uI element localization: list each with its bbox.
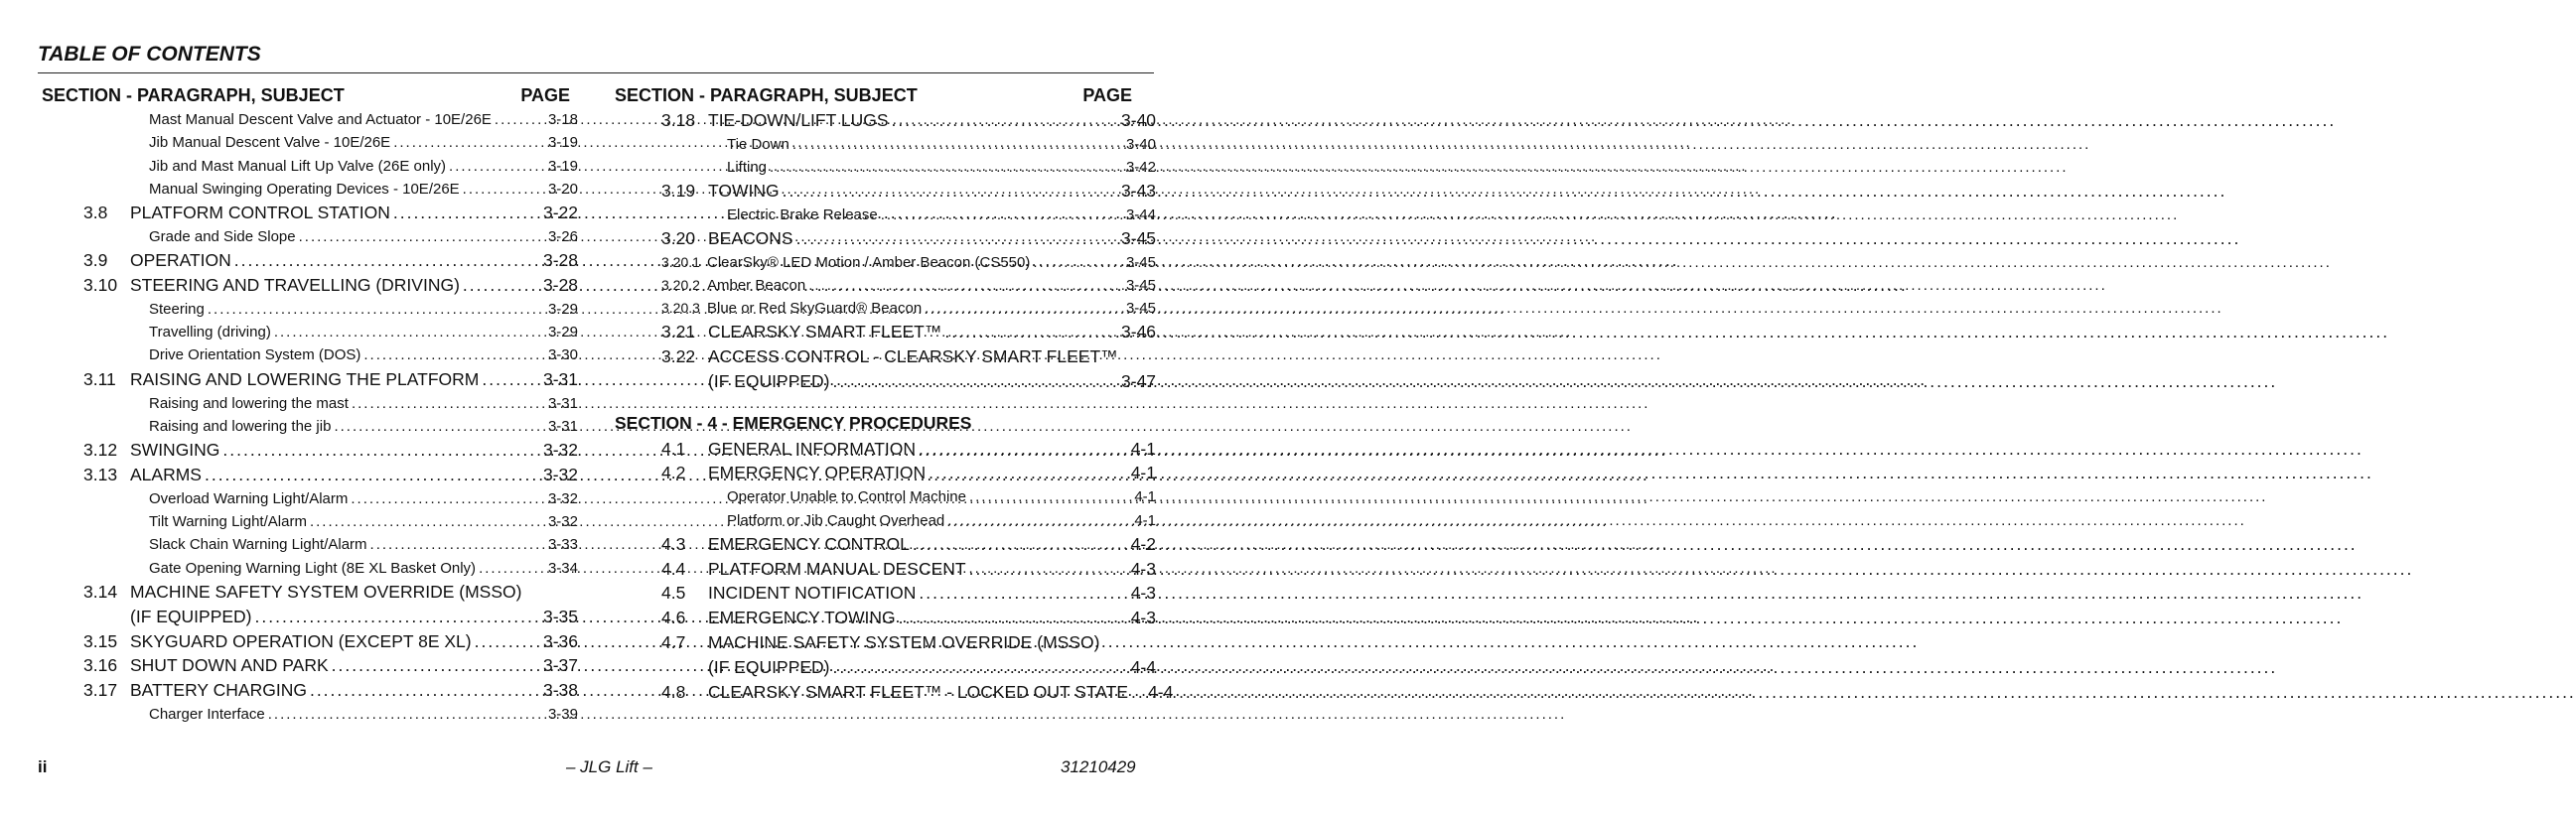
entry-page: 3-39 xyxy=(547,705,578,723)
dot-leader xyxy=(969,557,1128,582)
dot-leader xyxy=(370,533,545,556)
dot-leader xyxy=(881,204,1123,226)
entry-title: PLATFORM MANUAL DESCENT xyxy=(708,558,966,579)
dot-leader xyxy=(310,510,545,533)
entry-page: 3-19 xyxy=(547,134,578,152)
toc-entry[interactable] xyxy=(615,133,1156,156)
title-rule xyxy=(38,72,1154,73)
dot-leader xyxy=(1033,251,1123,274)
entry-page: 3-38 xyxy=(542,680,578,701)
toc-entry[interactable] xyxy=(615,437,1156,462)
toc-entry[interactable] xyxy=(615,156,1156,179)
dot-leader xyxy=(482,367,540,392)
dot-leader xyxy=(310,678,540,703)
entry-page: 4-2 xyxy=(1130,533,1156,554)
column-header-page: PAGE xyxy=(520,85,570,105)
entry-page: 3-31 xyxy=(542,368,578,389)
column-header-page: PAGE xyxy=(1082,85,1132,105)
entry-page: 3-43 xyxy=(1120,181,1156,202)
toc-entry[interactable] xyxy=(42,343,578,366)
entry-title: MACHINE SAFETY SYSTEM OVERRIDE (MSSO) xyxy=(130,581,522,602)
toc-entry[interactable] xyxy=(615,226,1156,251)
entry-page: 3-45 xyxy=(1120,228,1156,249)
entry-page: 3-29 xyxy=(547,300,578,318)
toc-entry[interactable] xyxy=(42,580,578,605)
entry-number: 3.20.1 xyxy=(661,254,700,271)
entry-number: 3.19 xyxy=(661,181,696,202)
column-header-section: SECTION - PARAGRAPH, SUBJECT xyxy=(42,85,345,105)
entry-page: 3-32 xyxy=(542,464,578,484)
entry-number: 3.21 xyxy=(661,322,696,342)
entry-title: Tie Down xyxy=(727,135,789,153)
toc-entry[interactable] xyxy=(42,321,578,343)
dot-leader xyxy=(234,248,540,273)
dot-leader xyxy=(299,225,545,248)
toc-entry[interactable] xyxy=(42,678,578,703)
toc-entry[interactable] xyxy=(615,179,1156,204)
toc-list-left xyxy=(42,108,578,726)
entry-page: 3-18 xyxy=(547,111,578,128)
entry-title: Electric Brake Release xyxy=(727,206,878,224)
column-header xyxy=(42,82,578,108)
entry-title: Drive Orientation System (DOS) xyxy=(149,346,361,364)
entry-number: 3.11 xyxy=(83,368,116,389)
entry-title: Blue or Red SkyGuard® Beacon xyxy=(707,300,923,318)
toc-entry[interactable] xyxy=(42,463,578,487)
entry-title: EMERGENCY OPERATION xyxy=(708,463,927,483)
dot-leader xyxy=(334,415,545,438)
footer-publisher: – JLG Lift – xyxy=(566,757,652,776)
entry-title: OPERATION xyxy=(130,250,231,271)
dot-leader xyxy=(899,606,1128,630)
entry-title: Slack Chain Warning Light/Alarm xyxy=(149,536,367,554)
entry-page: 3-47 xyxy=(1120,370,1156,391)
entry-title: Gate Opening Warning Light (8E XL Basket Only) xyxy=(149,559,477,577)
dot-leader xyxy=(792,133,1123,156)
entry-number: 4.4 xyxy=(661,558,686,579)
entry-number: 4.8 xyxy=(661,681,686,702)
entry-page: 3-46 xyxy=(1120,322,1156,342)
entry-title: Raising and lowering the jib xyxy=(149,417,332,435)
entry-title: (IF EQUIPPED) xyxy=(130,606,252,626)
entry-number: 3.18 xyxy=(661,110,696,130)
entry-page: 3-33 xyxy=(547,536,578,554)
entry-title: BEACONS xyxy=(708,228,793,249)
entry-page: 3-28 xyxy=(542,275,578,296)
entry-page: 3-26 xyxy=(547,227,578,245)
dot-leader xyxy=(268,703,545,726)
entry-number: 3.17 xyxy=(83,680,118,701)
toc-entry[interactable] xyxy=(615,630,1156,655)
toc-entry[interactable] xyxy=(42,248,578,273)
toc-list-right xyxy=(615,108,1156,394)
entry-title: Mast Manual Descent Valve and Actuator - 10E/26E xyxy=(149,111,492,128)
entry-title: Steering xyxy=(149,300,205,318)
entry-number: 3.20 xyxy=(661,228,696,249)
dot-leader xyxy=(274,321,545,343)
entry-page: 4-1 xyxy=(1130,438,1156,459)
entry-title: PLATFORM CONTROL STATION xyxy=(130,203,390,223)
entry-title: Amber Beacon xyxy=(707,277,806,295)
dot-leader xyxy=(363,343,545,366)
entry-title: EMERGENCY CONTROL xyxy=(708,533,910,554)
entry-page: 4-4 xyxy=(1148,681,1174,702)
entry-page: 4-1 xyxy=(1130,463,1156,483)
toc-entry[interactable] xyxy=(42,629,578,654)
entry-number: 4.7 xyxy=(661,632,686,653)
entry-title: Grade and Side Slope xyxy=(149,227,296,245)
toc-entry[interactable] xyxy=(615,557,1156,582)
toc-entry[interactable] xyxy=(615,461,1156,485)
entry-page: 3-35 xyxy=(542,606,578,626)
dot-leader xyxy=(770,156,1123,179)
dot-leader xyxy=(351,487,545,510)
entry-title: Operator Unable to Control Machine xyxy=(727,488,966,506)
entry-page: 4-3 xyxy=(1130,558,1156,579)
toc-entry[interactable] xyxy=(615,297,1156,320)
toc-entry[interactable] xyxy=(42,225,578,248)
entry-title: BATTERY CHARGING xyxy=(130,680,307,701)
dot-leader xyxy=(796,226,1118,251)
dot-leader xyxy=(808,274,1123,297)
toc-entry[interactable] xyxy=(615,581,1156,606)
entry-page: 3-36 xyxy=(542,630,578,651)
entry-title: TIE-DOWN/LIFT LUGS xyxy=(708,110,889,130)
entry-number: 3.8 xyxy=(83,203,108,223)
dot-leader xyxy=(393,201,540,225)
section-4-heading: SECTION - 4 - EMERGENCY PROCEDURES xyxy=(615,412,972,433)
toc-entry[interactable] xyxy=(615,204,1156,226)
dot-leader xyxy=(449,155,545,178)
entry-number: 4.6 xyxy=(661,608,686,628)
toc-entry[interactable] xyxy=(615,108,1156,133)
toc-column-left xyxy=(42,82,578,726)
entry-number: 3.10 xyxy=(83,275,118,296)
entry-page: 3-22 xyxy=(542,203,578,223)
entry-title: SHUT DOWN AND PARK xyxy=(130,655,329,676)
toc-entry[interactable] xyxy=(42,510,578,533)
entry-title: Raising and lowering the mast xyxy=(149,394,349,412)
toc-entry[interactable] xyxy=(615,532,1156,557)
footer-page-number: ii xyxy=(38,757,48,776)
entry-title: Charger Interface xyxy=(149,705,265,723)
dot-leader xyxy=(919,437,1128,462)
entry-page: 4-1 xyxy=(1134,511,1156,529)
dot-leader xyxy=(222,438,540,463)
entry-title: CLEARSKY SMART FLEET™ - LOCKED OUT STATE xyxy=(708,681,1129,702)
entry-title: Travelling (driving) xyxy=(149,324,271,341)
toc-entry[interactable] xyxy=(42,131,578,154)
entry-title: EMERGENCY TOWING xyxy=(708,608,896,628)
toc-entry[interactable] xyxy=(42,201,578,225)
dot-leader xyxy=(479,557,545,580)
toc-list-section-4 xyxy=(615,437,1174,705)
entry-title: MACHINE SAFETY SYSTEM OVERRIDE (MSSO) xyxy=(708,632,1100,653)
column-header xyxy=(615,82,1156,108)
toc-column-right xyxy=(615,82,1174,704)
entry-number: 3.14 xyxy=(83,581,118,602)
entry-title: RAISING AND LOWERING THE PLATFORM xyxy=(130,368,480,389)
dot-leader xyxy=(969,485,1131,508)
entry-page: 3-40 xyxy=(1120,110,1156,130)
dot-leader xyxy=(463,273,540,298)
toc-entry[interactable] xyxy=(615,606,1156,630)
entry-number: 3.13 xyxy=(83,464,118,484)
toc-entry[interactable] xyxy=(42,298,578,321)
toc-entry[interactable] xyxy=(42,703,578,726)
entry-number: 3.20.2 xyxy=(661,277,700,294)
entry-page: 4-3 xyxy=(1130,608,1156,628)
entry-page: 3-19 xyxy=(547,157,578,175)
toc-entry[interactable] xyxy=(615,680,1174,705)
dot-leader xyxy=(892,108,1118,133)
entry-page: 3-37 xyxy=(542,655,578,676)
entry-page: 3-45 xyxy=(1125,254,1156,272)
dot-leader xyxy=(208,298,545,321)
entry-title: SKYGUARD OPERATION (EXCEPT 8E XL) xyxy=(130,630,472,651)
toc-entry[interactable] xyxy=(615,274,1156,297)
toc-entry[interactable] xyxy=(615,509,1156,532)
dot-leader xyxy=(913,532,1128,557)
entry-title: Lifting xyxy=(727,159,768,177)
entry-title: (IF EQUIPPED) xyxy=(708,370,830,391)
dot-leader xyxy=(393,131,545,154)
dot-leader xyxy=(783,179,1118,204)
entry-title: Jib Manual Descent Valve - 10E/26E xyxy=(149,134,391,152)
toc-entry[interactable] xyxy=(615,485,1156,508)
dot-leader xyxy=(925,297,1123,320)
entry-title: GENERAL INFORMATION xyxy=(708,438,917,459)
toc-entry[interactable] xyxy=(615,320,1156,344)
entry-number: 3.15 xyxy=(83,630,118,651)
entry-page: 4-1 xyxy=(1134,488,1156,506)
entry-number: 3.22 xyxy=(661,346,696,367)
toc-entry[interactable] xyxy=(42,392,578,415)
entry-page: 3-20 xyxy=(547,180,578,198)
dot-leader xyxy=(495,108,545,131)
entry-number: 3.20.3 xyxy=(661,300,700,317)
column-header-section: SECTION - PARAGRAPH, SUBJECT xyxy=(615,85,918,105)
dot-leader xyxy=(929,461,1128,485)
toc-entry[interactable] xyxy=(615,251,1156,274)
entry-page: 3-30 xyxy=(547,346,578,364)
entry-page: 3-32 xyxy=(547,489,578,507)
dot-leader xyxy=(475,629,540,654)
entry-title: ALARMS xyxy=(130,464,202,484)
dot-leader xyxy=(833,369,1118,394)
entry-page: 3-28 xyxy=(542,250,578,271)
toc-entry[interactable] xyxy=(42,273,578,298)
toc-entry[interactable] xyxy=(42,108,578,131)
entry-number: 4.3 xyxy=(661,533,686,554)
dot-leader xyxy=(833,655,1128,680)
entry-title: ClearSky® LED Motion / Amber Beacon (CS550) xyxy=(707,254,1031,272)
dot-leader xyxy=(919,581,1127,606)
entry-page: 4-4 xyxy=(1130,656,1156,677)
toc-entry[interactable] xyxy=(42,178,578,201)
entry-title: INCIDENT NOTIFICATION xyxy=(708,583,917,604)
entry-title: Jib and Mast Manual Lift Up Valve (26E only) xyxy=(149,157,447,175)
toc-entry[interactable] xyxy=(42,653,578,678)
toc-entry[interactable] xyxy=(42,415,578,438)
entry-page: 3-34 xyxy=(547,559,578,577)
toc-entry[interactable] xyxy=(615,655,1156,680)
section-spacer xyxy=(615,394,1156,409)
entry-title: TOWING xyxy=(708,181,780,202)
dot-leader xyxy=(332,653,540,678)
dot-leader xyxy=(944,320,1118,344)
entry-title: CLEARSKY SMART FLEET™ xyxy=(708,322,942,342)
toc-entry[interactable] xyxy=(615,369,1156,394)
entry-page: 4-3 xyxy=(1130,583,1156,604)
entry-page: 3-32 xyxy=(547,513,578,531)
entry-title: STEERING AND TRAVELLING (DRIVING) xyxy=(130,275,460,296)
entry-number: 4.2 xyxy=(661,463,686,483)
footer-doc-number: 31210429 xyxy=(1061,757,1136,776)
entry-title: Overload Warning Light/Alarm xyxy=(149,489,349,507)
entry-page: 3-31 xyxy=(547,394,578,412)
toc-entry[interactable] xyxy=(42,605,578,629)
toc-entry[interactable] xyxy=(42,557,578,580)
entry-title: Platform or Jib Caught Overhead xyxy=(727,511,945,529)
entry-page: 3-45 xyxy=(1125,277,1156,295)
entry-title: ACCESS CONTROL - CLEARSKY SMART FLEET™ xyxy=(708,346,1118,367)
toc-entry[interactable] xyxy=(42,367,578,392)
entry-title: Tilt Warning Light/Alarm xyxy=(149,513,307,531)
entry-page: 3-31 xyxy=(547,417,578,435)
entry-number: 3.12 xyxy=(83,440,118,461)
entry-title: SWINGING xyxy=(130,440,220,461)
entry-page: 3-44 xyxy=(1125,206,1156,224)
toc-entry[interactable] xyxy=(42,155,578,178)
entry-number: 3.9 xyxy=(83,250,108,271)
entry-title: (IF EQUIPPED) xyxy=(708,656,830,677)
entry-number: 4.5 xyxy=(661,583,686,604)
dot-leader xyxy=(1131,680,1145,705)
entry-page: 3-29 xyxy=(547,324,578,341)
dot-leader xyxy=(463,178,545,201)
entry-number: 3.16 xyxy=(83,655,118,676)
dot-leader xyxy=(205,463,540,487)
toc-entry[interactable] xyxy=(42,533,578,556)
entry-number: 4.1 xyxy=(661,438,686,459)
entry-page: 3-40 xyxy=(1125,135,1156,153)
entry-page: 3-32 xyxy=(542,440,578,461)
toc-entry[interactable] xyxy=(42,487,578,510)
entry-title: Manual Swinging Operating Devices - 10E/26E xyxy=(149,180,460,198)
dot-leader xyxy=(352,392,545,415)
toc-entry[interactable] xyxy=(42,438,578,463)
entry-page: 3-42 xyxy=(1125,159,1156,177)
toc-entry[interactable] xyxy=(615,344,1156,369)
page-title: TABLE OF CONTENTS xyxy=(38,43,261,66)
entry-page: 3-45 xyxy=(1125,300,1156,318)
dot-leader xyxy=(255,605,540,629)
dot-leader xyxy=(947,509,1131,532)
